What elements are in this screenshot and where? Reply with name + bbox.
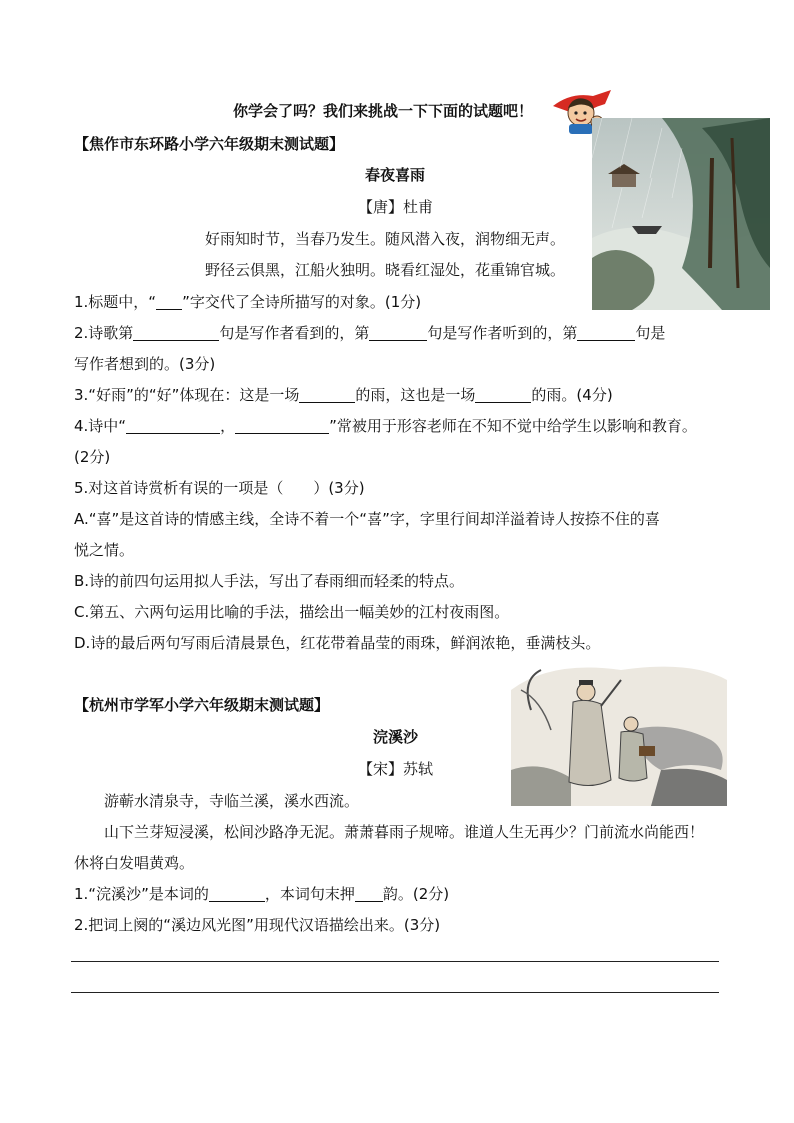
poem1-line1: 好雨知时节，当春乃发生。随风潜入夜，润物细无声。 — [205, 230, 566, 248]
s1-option-b: B.诗的前四句运用拟人手法，写出了春雨细而轻柔的特点。 — [74, 572, 465, 590]
poem1-author: 杜甫 — [403, 198, 434, 216]
poem2-body-1: 山下兰芽短浸溪，松间沙路净无泥。萧萧暮雨子规啼。谁道人生无再少？门前流水尚能西！ — [104, 823, 705, 841]
s1-question-4-cont: (2分) — [74, 448, 111, 466]
answer-line-1[interactable] — [71, 961, 719, 962]
s2-question-2: 2.把词上阕的“溪边风光图”用现代汉语描绘出来。(3分) — [74, 916, 441, 934]
s1-question-5: 5.对这首诗赏析有误的一项是（ ）(3分) — [74, 479, 365, 497]
poem1-byline — [358, 197, 433, 217]
s1-q2-blank-1[interactable] — [133, 324, 219, 341]
poem1-line2: 野径云俱黑，江船火独明。晓看红湿处，花重锦官城。 — [205, 261, 566, 279]
poem2-title: 浣溪沙 — [373, 728, 419, 746]
s1-question-3: 3.“好雨”的“好”体现在：这是一场 的雨，这也是一场 的雨。(4分) — [74, 386, 613, 404]
answer-line-2[interactable] — [71, 992, 719, 993]
s1-q2-blank-3[interactable] — [577, 324, 635, 341]
poem2-body-2: 休将白发唱黄鸡。 — [74, 854, 195, 872]
s1-question-1: 1.标题中，“ ”字交代了全诗所描写的对象。(1分) — [74, 293, 422, 311]
scholars-by-stream-painting — [511, 660, 727, 806]
s1-question-2: 2.诗歌第 句是写作者看到的，第 句是写作者听到的，第 句是 — [74, 324, 666, 342]
s1-q3-blank-2[interactable] — [475, 386, 531, 403]
poem2-intro: 游蕲水清泉寺，寺临兰溪，溪水西流。 — [104, 792, 360, 810]
s1-option-a: A.“喜”是这首诗的情感主线，全诗不着一个“喜”字，字里行间却洋溢着诗人按捺不住的喜 — [74, 510, 660, 528]
s1-q4-blank-1[interactable] — [126, 417, 220, 434]
s2-q1-blank-2[interactable] — [355, 885, 383, 902]
s1-question-2-cont: 写作者想到的。(3分) — [74, 355, 216, 373]
s1-q4-blank-2[interactable] — [235, 417, 329, 434]
poem1-dynasty: 【唐】 — [358, 198, 404, 216]
s1-option-a-cont: 悦之情。 — [74, 541, 135, 559]
s1-option-d: D.诗的最后两句写雨后清晨景色，红花带着晶莹的雨珠，鲜润浓艳，垂满枝头。 — [74, 634, 601, 652]
poem2-dynasty: 【宋】 — [358, 760, 404, 778]
s1-question-4: 4.诗中“ ， ”常被用于形容老师在不知不觉中给学生以影响和教育。 — [74, 417, 697, 435]
s2-question-1: 1.“浣溪沙”是本词的 ，本词句末押 韵。(2分) — [74, 885, 450, 903]
poem2-author: 苏轼 — [403, 760, 434, 778]
s2-q1-blank-1[interactable] — [209, 885, 265, 902]
s1-q3-blank-1[interactable] — [299, 386, 355, 403]
poem2-byline — [358, 759, 433, 779]
rainy-river-painting — [592, 118, 770, 310]
s1-q2-blank-2[interactable] — [369, 324, 427, 341]
section1-source: 【焦作市东环路小学六年级期末测试题】 — [74, 135, 345, 153]
challenge-heading: 你学会了吗？我们来挑战一下下面的试题吧！ — [233, 102, 534, 120]
s1-q1-blank[interactable] — [156, 293, 182, 310]
section2-source: 【杭州市学军小学六年级期末测试题】 — [74, 696, 330, 714]
s1-option-c: C.第五、六两句运用比喻的手法，描绘出一幅美妙的江村夜雨图。 — [74, 603, 510, 621]
poem1-title: 春夜喜雨 — [365, 166, 426, 184]
